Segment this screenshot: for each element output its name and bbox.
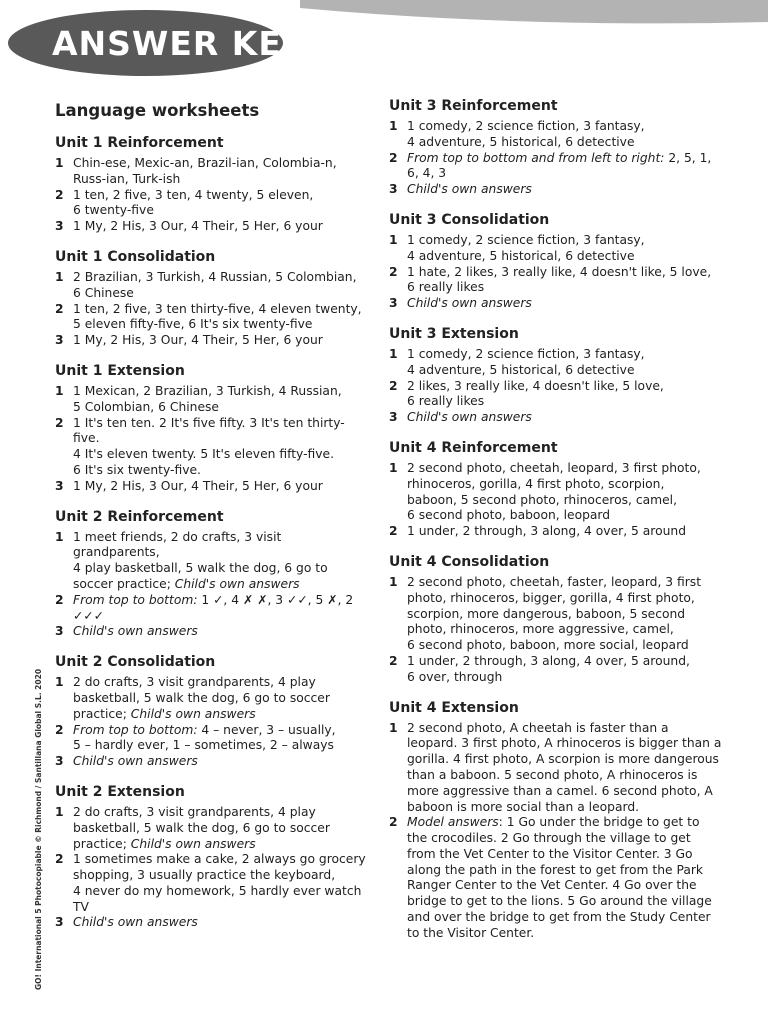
item-number: 2 — [389, 264, 398, 279]
item-number: 1 — [389, 346, 398, 361]
item-number: 2 — [55, 301, 64, 316]
section-heading: Unit 4 Consolidation — [389, 553, 550, 570]
item-text: 2 do crafts, 3 visit grandparents, 4 play basketball, 5 walk the dog, 6 go to soccer practice; — [73, 675, 330, 721]
item-answer — [407, 265, 711, 295]
item-text: Chin-ese, Mexic-an, Brazil-ian, Colombia-n, Russ-ian, Turk-ish — [73, 156, 337, 186]
item-number: 3 — [55, 219, 64, 234]
answer-item — [55, 156, 370, 188]
item-instruction: From top to bottom: — [73, 722, 202, 737]
item-text: 1 Mexican, 2 Brazilian, 3 Turkish, 4 Russian, 5 Colombian, 6 Chinese — [73, 383, 342, 414]
item-answer — [73, 219, 323, 233]
answer-item — [55, 270, 370, 302]
item-answer — [73, 624, 198, 638]
item-text: 1 under, 2 through, 3 along, 4 over, 5 around, 6 over, through — [407, 653, 690, 684]
item-text: 2 second photo, cheetah, faster, leopard, 3 first photo, rhinoceros, bigger, gorilla, 4 first photo, scorpion, more dangerous, baboon, 5 second photo, rhinoceros, more aggressive, camel, 6 second photo, baboon, more social, leopard — [407, 574, 702, 653]
answer-section — [389, 212, 724, 312]
item-number: 3 — [55, 915, 64, 930]
section-heading: Unit 3 Consolidation — [389, 211, 550, 228]
item-note: Child's own answers — [130, 836, 256, 851]
item-text: 1 comedy, 2 science fiction, 3 fantasy, 4 adventure, 5 historical, 6 detective — [407, 232, 645, 263]
item-instruction: Child's own answers — [73, 915, 198, 930]
item-number: 2 — [55, 592, 64, 607]
item-number: 2 — [55, 722, 64, 737]
item-number: 1 — [55, 804, 64, 819]
item-answer — [407, 654, 690, 684]
item-number: 3 — [389, 410, 398, 425]
answer-item — [389, 296, 724, 312]
item-text: 2 likes, 3 really like, 4 doesn't like, 5 love, 6 really likes — [407, 378, 664, 409]
item-answer — [73, 156, 337, 186]
item-text: 1 It's ten ten. 2 It's five fifty. 3 It's ten thirty-five. 4 It's eleven twenty. 5 It's eleven fifty-five. 6 It's six twenty-five. — [73, 415, 345, 477]
section-heading: Unit 2 Extension — [55, 783, 185, 800]
item-answer — [73, 188, 313, 218]
answer-item — [55, 624, 370, 640]
item-number: 3 — [389, 296, 398, 311]
section-heading: Unit 4 Extension — [389, 699, 519, 716]
section-heading: Unit 1 Reinforcement — [55, 135, 224, 151]
item-text: 2, 5, 1, 6, 4, 3 — [407, 150, 712, 181]
answer-item — [389, 151, 724, 183]
answer-item — [55, 333, 370, 349]
item-number: 3 — [55, 754, 64, 769]
answer-item — [389, 815, 724, 941]
item-text: 1 sometimes make a cake, 2 always go grocery shopping, 3 usually practice the keyboard, 4 never do my homework, 5 hardly ever watch TV — [73, 852, 366, 914]
item-text: 1 hate, 2 likes, 3 really like, 4 doesn't like, 5 love, 6 really likes — [407, 264, 712, 295]
answer-section — [55, 654, 370, 770]
answer-item — [55, 479, 370, 495]
item-answer — [407, 410, 532, 424]
answer-section — [389, 554, 724, 686]
item-text: 2 second photo, cheetah, leopard, 3 first photo, rhinoceros, gorilla, 4 first photo, scorpion, baboon, 5 second photo, rhinoceros, camel, 6 second photo, baboon, leopard — [407, 460, 701, 523]
answer-section — [389, 700, 724, 942]
item-text: 1 meet friends, 2 do crafts, 3 visit grandparents, 4 play basketball, 5 walk the dog, 6 go to soccer practice; — [73, 529, 328, 591]
item-instruction: Model answers — [407, 815, 499, 830]
item-answer — [407, 233, 645, 263]
item-text: 2 Brazilian, 3 Turkish, 4 Russian, 5 Colombian, 6 Chinese — [73, 269, 357, 300]
answer-section — [389, 440, 724, 540]
answer-section — [389, 326, 724, 426]
item-answer — [73, 805, 330, 851]
item-text: 1 ten, 2 five, 3 ten thirty-five, 4 eleven twenty, 5 eleven fifty-five, 6 It's six twenty-five — [73, 301, 362, 332]
item-number: 2 — [389, 378, 398, 393]
item-answer — [73, 675, 330, 721]
item-number: 2 — [55, 187, 64, 202]
item-answer — [73, 302, 362, 332]
item-answer — [407, 524, 686, 538]
section-heading: Unit 3 Reinforcement — [389, 98, 558, 114]
item-instruction: Child's own answers — [73, 624, 198, 639]
answer-section — [55, 363, 370, 495]
answer-section — [55, 509, 370, 641]
item-answer — [73, 754, 198, 768]
answer-item — [55, 219, 370, 235]
answer-item — [389, 575, 724, 654]
item-number: 2 — [389, 653, 398, 668]
answer-item — [55, 302, 370, 334]
item-number: 1 — [55, 675, 64, 690]
answer-section — [55, 135, 370, 235]
answer-item — [55, 188, 370, 220]
item-answer — [407, 461, 701, 522]
item-answer — [73, 384, 342, 414]
item-text: 4 – never, 3 – usually, 5 – hardly ever, 1 – sometimes, 2 – always — [73, 722, 336, 753]
item-text: : 1 Go under the bridge to get to the crocodiles. 2 Go through the village to get from the Vet Center to the Visitor Center. 3 Go along the path in the forest to get from the Park Ranger Center to the Vet Center. 4 Go over the bridge to get to the lions. 5 Go around the village and over the bridge to get from the Study Center to the Visitor Center. — [407, 815, 712, 940]
answer-item — [55, 384, 370, 416]
item-number: 1 — [389, 720, 398, 735]
item-answer — [73, 723, 336, 753]
item-number: 2 — [55, 415, 64, 430]
answer-section — [389, 98, 724, 198]
answer-item — [389, 265, 724, 297]
answer-key-title: ANSWER KEY — [52, 24, 307, 63]
item-answer — [73, 852, 366, 913]
section-heading: Unit 3 Extension — [389, 325, 519, 342]
answer-item — [55, 852, 370, 915]
answer-item — [389, 654, 724, 686]
section-heading: Unit 4 Reinforcement — [389, 439, 558, 456]
item-answer — [407, 296, 532, 310]
item-answer — [407, 347, 645, 377]
item-number: 1 — [55, 529, 64, 544]
item-text: 1 comedy, 2 science fiction, 3 fantasy, 4 adventure, 5 historical, 6 detective — [407, 119, 645, 149]
item-answer — [407, 575, 701, 652]
answer-item — [389, 379, 724, 411]
item-number: 1 — [55, 269, 64, 284]
answer-item — [389, 233, 724, 265]
item-answer — [407, 379, 664, 409]
item-text: 1 under, 2 through, 3 along, 4 over, 5 around — [407, 524, 686, 539]
right-column — [389, 98, 724, 956]
item-text: 2 second photo, A cheetah is faster than a leopard. 3 first photo, A rhinoceros is bigger than a gorilla. 4 first photo, A scorpion is more dangerous than a baboon. 5 second photo, A rhinoceros is more aggressive than a camel. 6 second photo, A baboon is more social than a leopard. — [407, 720, 722, 814]
section-heading: Unit 1 Consolidation — [55, 248, 216, 265]
page-title: Language worksheets — [55, 101, 260, 120]
answer-item — [55, 915, 370, 931]
section-heading: Unit 2 Consolidation — [55, 654, 216, 671]
item-instruction: From top to bottom and from left to right: — [407, 150, 669, 165]
item-instruction: Child's own answers — [73, 754, 198, 769]
item-answer — [407, 151, 711, 181]
answer-item — [389, 524, 724, 540]
answer-item — [55, 754, 370, 770]
answer-item — [55, 675, 370, 722]
answer-item — [389, 721, 724, 816]
item-number: 1 — [55, 383, 64, 398]
answer-item — [389, 347, 724, 379]
item-answer — [73, 530, 328, 591]
answer-item — [389, 119, 724, 151]
item-answer — [73, 270, 357, 300]
item-answer — [73, 479, 323, 493]
item-answer — [407, 119, 645, 149]
item-answer — [73, 333, 323, 347]
right-sections — [389, 98, 724, 942]
item-number: 2 — [55, 852, 64, 867]
item-text: 1 My, 2 His, 3 Our, 4 Their, 5 Her, 6 your — [73, 478, 323, 493]
answer-section — [55, 784, 370, 931]
copyright-side-text: GO! International 5 Photocopiable © Richmond / Santillana Global S.L. 2020 — [34, 668, 43, 990]
item-note: Child's own answers — [174, 576, 300, 591]
answer-item — [389, 410, 724, 426]
item-number: 2 — [389, 150, 398, 165]
item-text: 1 My, 2 His, 3 Our, 4 Their, 5 Her, 6 your — [73, 219, 323, 234]
item-instruction: Child's own answers — [407, 182, 532, 197]
item-answer — [407, 721, 721, 814]
answer-item — [55, 805, 370, 852]
item-answer — [407, 182, 532, 196]
section-heading: Unit 2 Reinforcement — [55, 508, 224, 525]
answer-item — [55, 723, 370, 755]
item-answer — [73, 915, 198, 929]
item-answer — [73, 416, 345, 477]
item-instruction: Child's own answers — [407, 410, 532, 425]
item-number: 2 — [389, 524, 398, 539]
answer-item — [55, 593, 370, 625]
item-answer — [407, 815, 712, 940]
item-number: 3 — [55, 333, 64, 348]
item-text: 2 do crafts, 3 visit grandparents, 4 play basketball, 5 walk the dog, 6 go to soccer practice; — [73, 804, 330, 851]
item-note: Child's own answers — [130, 706, 256, 721]
item-number: 1 — [55, 156, 64, 170]
item-answer — [73, 593, 353, 623]
item-text: 1 ten, 2 five, 3 ten, 4 twenty, 5 eleven, 6 twenty-five — [73, 187, 314, 218]
answer-item — [55, 530, 370, 593]
item-text: 1 ✓, 4 ✗ ✗, 3 ✓✓, 5 ✗, 2 ✓✓✓ — [73, 592, 354, 623]
answer-item — [389, 182, 724, 198]
section-heading: Unit 1 Extension — [55, 362, 185, 379]
item-number: 1 — [389, 574, 398, 589]
item-instruction: From top to bottom: — [73, 592, 202, 607]
answer-section — [55, 249, 370, 349]
item-instruction: Child's own answers — [407, 296, 532, 311]
item-number: 2 — [389, 815, 398, 830]
item-number: 1 — [389, 460, 398, 475]
item-number: 3 — [55, 624, 64, 639]
item-text: 1 My, 2 His, 3 Our, 4 Their, 5 Her, 6 your — [73, 333, 323, 348]
answer-item — [55, 416, 370, 479]
item-text: 1 comedy, 2 science fiction, 3 fantasy, 4 adventure, 5 historical, 6 detective — [407, 346, 645, 377]
answer-item — [389, 461, 724, 524]
left-column — [55, 98, 370, 945]
item-number: 1 — [389, 119, 398, 133]
item-number: 3 — [55, 478, 64, 493]
left-sections — [55, 135, 370, 931]
item-number: 1 — [389, 232, 398, 247]
item-number: 3 — [389, 182, 398, 197]
